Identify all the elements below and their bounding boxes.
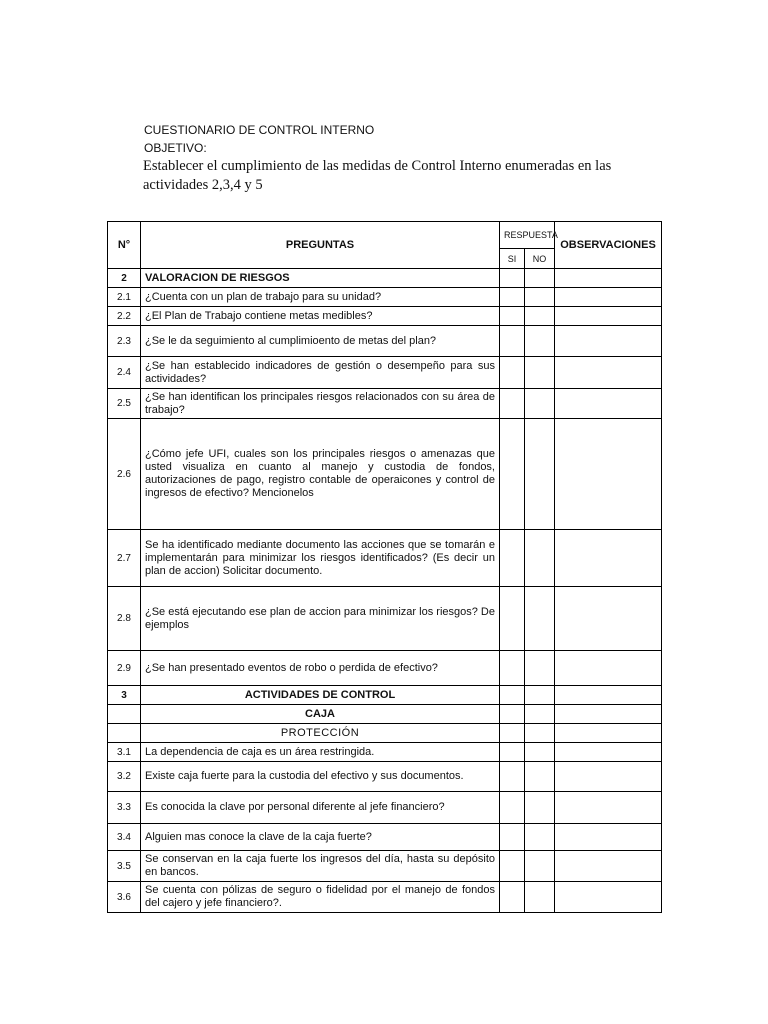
section-title: ACTIVIDADES DE CONTROL [141, 686, 500, 705]
answer-no-cell[interactable] [525, 705, 555, 724]
answer-yes-cell[interactable] [500, 357, 525, 389]
answer-yes-cell[interactable] [500, 724, 525, 743]
observation-cell[interactable] [555, 792, 662, 824]
question-text: ¿Se han presentado eventos de robo o perdida de efectivo? [141, 651, 500, 686]
observation-cell[interactable] [555, 587, 662, 651]
observation-cell[interactable] [555, 724, 662, 743]
table-row [108, 792, 662, 824]
observation-cell[interactable] [555, 705, 662, 724]
question-number: 3.1 [108, 743, 141, 762]
section-row [108, 269, 662, 288]
answer-yes-cell[interactable] [500, 743, 525, 762]
observation-cell[interactable] [555, 357, 662, 389]
observation-cell[interactable] [555, 269, 662, 288]
answer-yes-cell[interactable] [500, 307, 525, 326]
question-number: 3.5 [108, 851, 141, 882]
answer-no-cell[interactable] [525, 269, 555, 288]
section-title: VALORACION DE RIESGOS [141, 269, 500, 288]
empty-number-cell [108, 705, 141, 724]
answer-no-cell[interactable] [525, 882, 555, 913]
question-text: ¿Se está ejecutando ese plan de accion para minimizar los riesgos? De ejemplos [141, 587, 500, 651]
answer-yes-cell[interactable] [500, 824, 525, 851]
observation-cell[interactable] [555, 530, 662, 587]
table-row [108, 762, 662, 792]
answer-no-cell[interactable] [525, 357, 555, 389]
answer-yes-cell[interactable] [500, 269, 525, 288]
question-text: ¿Se han identifican los principales riesgos relacionados con su área de trabajo? [141, 389, 500, 419]
observation-cell[interactable] [555, 824, 662, 851]
question-number: 2.8 [108, 587, 141, 651]
answer-no-cell[interactable] [525, 389, 555, 419]
answer-no-cell[interactable] [525, 530, 555, 587]
question-number: 2.2 [108, 307, 141, 326]
answer-no-cell[interactable] [525, 326, 555, 357]
answer-yes-cell[interactable] [500, 686, 525, 705]
observation-cell[interactable] [555, 288, 662, 307]
question-text: Se ha identificado mediante documento las acciones que se tomarán e implementarán para minimizar los riesgos identificados? (Es decir un plan de accion) Solicitar documento. [141, 530, 500, 587]
observation-cell[interactable] [555, 389, 662, 419]
answer-yes-cell[interactable] [500, 288, 525, 307]
question-number: 2.5 [108, 389, 141, 419]
empty-number-cell [108, 724, 141, 743]
subsection-label: PROTECCIÓN [141, 724, 500, 743]
answer-no-cell[interactable] [525, 686, 555, 705]
question-text: ¿Se le da seguimiento al cumplimioento de metas del plan? [141, 326, 500, 357]
col-header-number: N° [108, 222, 141, 269]
table-row [108, 530, 662, 587]
col-header-response: RESPUESTA [500, 222, 555, 249]
section-number: 3 [108, 686, 141, 705]
answer-no-cell[interactable] [525, 792, 555, 824]
questionnaire-table [107, 221, 662, 913]
answer-no-cell[interactable] [525, 743, 555, 762]
question-text: Se conservan en la caja fuerte los ingresos del día, hasta su depósito en bancos. [141, 851, 500, 882]
question-text: Se cuenta con pólizas de seguro o fidelidad por el manejo de fondos del cajero y jefe financiero?. [141, 882, 500, 913]
question-number: 2.9 [108, 651, 141, 686]
answer-no-cell[interactable] [525, 288, 555, 307]
document-title: CUESTIONARIO DE CONTROL INTERNO [144, 123, 375, 137]
table-row [108, 326, 662, 357]
observation-cell[interactable] [555, 743, 662, 762]
subsection-row [108, 705, 662, 724]
col-header-yes: SI [500, 249, 525, 269]
table-row [108, 587, 662, 651]
col-header-observations: OBSERVACIONES [555, 222, 662, 269]
objective-label: OBJETIVO: [144, 141, 207, 155]
col-header-questions: PREGUNTAS [141, 222, 500, 269]
table-row [108, 357, 662, 389]
answer-yes-cell[interactable] [500, 587, 525, 651]
observation-cell[interactable] [555, 326, 662, 357]
question-number: 3.4 [108, 824, 141, 851]
question-number: 3.3 [108, 792, 141, 824]
subsection-title: CAJA [141, 705, 500, 724]
answer-no-cell[interactable] [525, 724, 555, 743]
observation-cell[interactable] [555, 307, 662, 326]
question-text: Alguien mas conoce la clave de la caja fuerte? [141, 824, 500, 851]
question-text: ¿Se han establecido indicadores de gestión o desempeño para sus actividades? [141, 357, 500, 389]
question-text: ¿Cómo jefe UFI, cuales son los principales riesgos o amenazas que usted visualiza en cuanto al manejo y custodia de fondos, autorizaciones de pago, registro contable de operaicones y control de ingresos de efectivo? Mencionelos [141, 419, 500, 530]
question-number: 2.7 [108, 530, 141, 587]
observation-cell[interactable] [555, 762, 662, 792]
answer-yes-cell[interactable] [500, 389, 525, 419]
table-row [108, 824, 662, 851]
section-row [108, 686, 662, 705]
answer-yes-cell[interactable] [500, 882, 525, 913]
table-row [108, 419, 662, 530]
observation-cell[interactable] [555, 882, 662, 913]
question-text: Existe caja fuerte para la custodia del efectivo y sus documentos. [141, 762, 500, 792]
answer-no-cell[interactable] [525, 851, 555, 882]
answer-yes-cell[interactable] [500, 530, 525, 587]
question-text: La dependencia de caja es un área restringida. [141, 743, 500, 762]
answer-no-cell[interactable] [525, 587, 555, 651]
question-text: ¿El Plan de Trabajo contiene metas medibles? [141, 307, 500, 326]
observation-cell[interactable] [555, 686, 662, 705]
question-number: 2.4 [108, 357, 141, 389]
answer-yes-cell[interactable] [500, 419, 525, 530]
question-text: ¿Cuenta con un plan de trabajo para su unidad? [141, 288, 500, 307]
observation-cell[interactable] [555, 851, 662, 882]
table-row [108, 743, 662, 762]
table-row [108, 851, 662, 882]
section-number: 2 [108, 269, 141, 288]
objective-text: Establecer el cumplimiento de las medidas de Control Interno enumeradas en las actividades 2,3,4 y 5 [143, 158, 612, 193]
col-header-no: NO [525, 249, 555, 269]
question-number: 2.3 [108, 326, 141, 357]
question-number: 2.1 [108, 288, 141, 307]
answer-yes-cell[interactable] [500, 651, 525, 686]
question-text: Es conocida la clave por personal diferente al jefe financiero? [141, 792, 500, 824]
answer-no-cell[interactable] [525, 307, 555, 326]
answer-yes-cell[interactable] [500, 326, 525, 357]
answer-yes-cell[interactable] [500, 762, 525, 792]
question-number: 3.6 [108, 882, 141, 913]
question-number: 3.2 [108, 762, 141, 792]
answer-no-cell[interactable] [525, 824, 555, 851]
answer-no-cell[interactable] [525, 419, 555, 530]
answer-yes-cell[interactable] [500, 705, 525, 724]
answer-yes-cell[interactable] [500, 851, 525, 882]
answer-no-cell[interactable] [525, 762, 555, 792]
subsection-row [108, 724, 662, 743]
table-row [108, 288, 662, 307]
question-number: 2.6 [108, 419, 141, 530]
observation-cell[interactable] [555, 651, 662, 686]
table-row [108, 389, 662, 419]
table-row [108, 307, 662, 326]
answer-no-cell[interactable] [525, 651, 555, 686]
observation-cell[interactable] [555, 419, 662, 530]
answer-yes-cell[interactable] [500, 792, 525, 824]
table-row [108, 882, 662, 913]
table-row [108, 651, 662, 686]
